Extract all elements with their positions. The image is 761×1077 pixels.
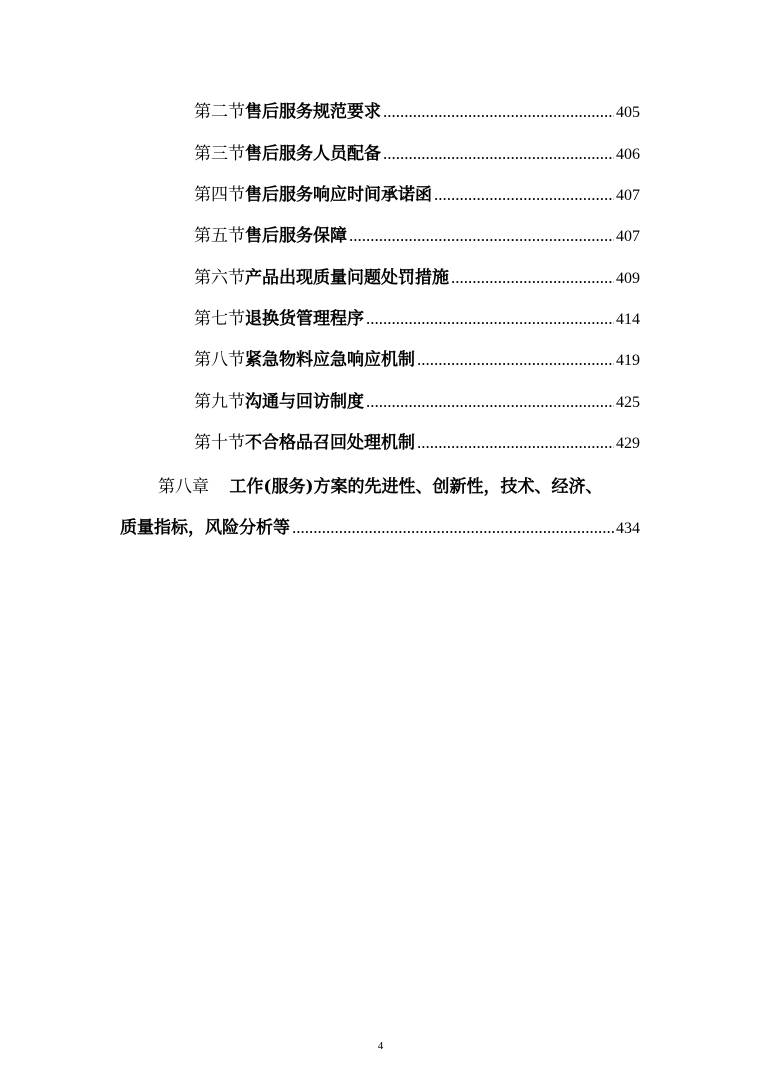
section-label: 第九节 bbox=[194, 392, 245, 412]
section-title: 退换货管理程序 bbox=[245, 309, 364, 329]
section-label: 第二节 bbox=[194, 102, 245, 122]
section-title: 售后服务响应时间承诺函 bbox=[245, 185, 432, 205]
dot-leader bbox=[434, 185, 614, 205]
section-label: 第六节 bbox=[194, 268, 245, 288]
section-title: 产品出现质量问题处罚措施 bbox=[245, 268, 449, 288]
page-number: 434 bbox=[616, 520, 640, 537]
page-number: 406 bbox=[616, 146, 640, 163]
section-title: 沟通与回访制度 bbox=[245, 392, 364, 412]
toc-entry[interactable] bbox=[194, 345, 640, 371]
dot-leader bbox=[383, 144, 614, 164]
chapter-label: 第八章 bbox=[158, 477, 209, 497]
section-label: 第十节 bbox=[194, 433, 245, 453]
page-number: 407 bbox=[616, 228, 640, 245]
toc-chapter-entry-continued[interactable] bbox=[120, 513, 640, 539]
toc-entry[interactable] bbox=[194, 139, 640, 165]
dot-leader bbox=[366, 392, 614, 412]
section-title: 不合格品召回处理机制 bbox=[245, 433, 415, 453]
section-label: 第七节 bbox=[194, 309, 245, 329]
toc-entry[interactable] bbox=[194, 221, 640, 247]
section-title: 紧急物料应急响应机制 bbox=[245, 350, 415, 370]
section-label: 第八节 bbox=[194, 350, 245, 370]
dot-leader bbox=[417, 350, 614, 370]
page-number: 425 bbox=[616, 394, 640, 411]
page-number: 429 bbox=[616, 435, 640, 452]
section-title: 售后服务人员配备 bbox=[245, 144, 381, 164]
chapter-title-line1: 工作(服务)方案的先进性、创新性，技术、经济、 bbox=[229, 477, 603, 497]
section-label: 第三节 bbox=[194, 144, 245, 164]
page-number: 414 bbox=[616, 311, 640, 328]
page-number: 409 bbox=[616, 270, 640, 287]
toc-entry[interactable] bbox=[194, 180, 640, 206]
toc-entry[interactable] bbox=[194, 263, 640, 289]
page-footer-number: 4 bbox=[377, 1040, 384, 1052]
toc-entry[interactable] bbox=[194, 97, 640, 123]
section-title: 售后服务保障 bbox=[245, 226, 347, 246]
toc-entry[interactable] bbox=[194, 387, 640, 413]
section-label: 第四节 bbox=[194, 185, 245, 205]
section-label: 第五节 bbox=[194, 226, 245, 246]
page-number: 405 bbox=[616, 104, 640, 121]
toc-entry[interactable] bbox=[194, 428, 640, 454]
dot-leader bbox=[349, 226, 614, 246]
toc-entry[interactable] bbox=[194, 304, 640, 330]
section-title: 售后服务规范要求 bbox=[245, 102, 381, 122]
dot-leader bbox=[451, 268, 614, 288]
dot-leader bbox=[366, 309, 614, 329]
page-number: 419 bbox=[616, 352, 640, 369]
dot-leader bbox=[417, 433, 614, 453]
dot-leader bbox=[383, 102, 614, 122]
dot-leader bbox=[292, 518, 614, 538]
chapter-title-line2: 质量指标，风险分析等 bbox=[120, 518, 290, 538]
toc-chapter-entry[interactable] bbox=[158, 472, 603, 497]
page-number: 407 bbox=[616, 187, 640, 204]
